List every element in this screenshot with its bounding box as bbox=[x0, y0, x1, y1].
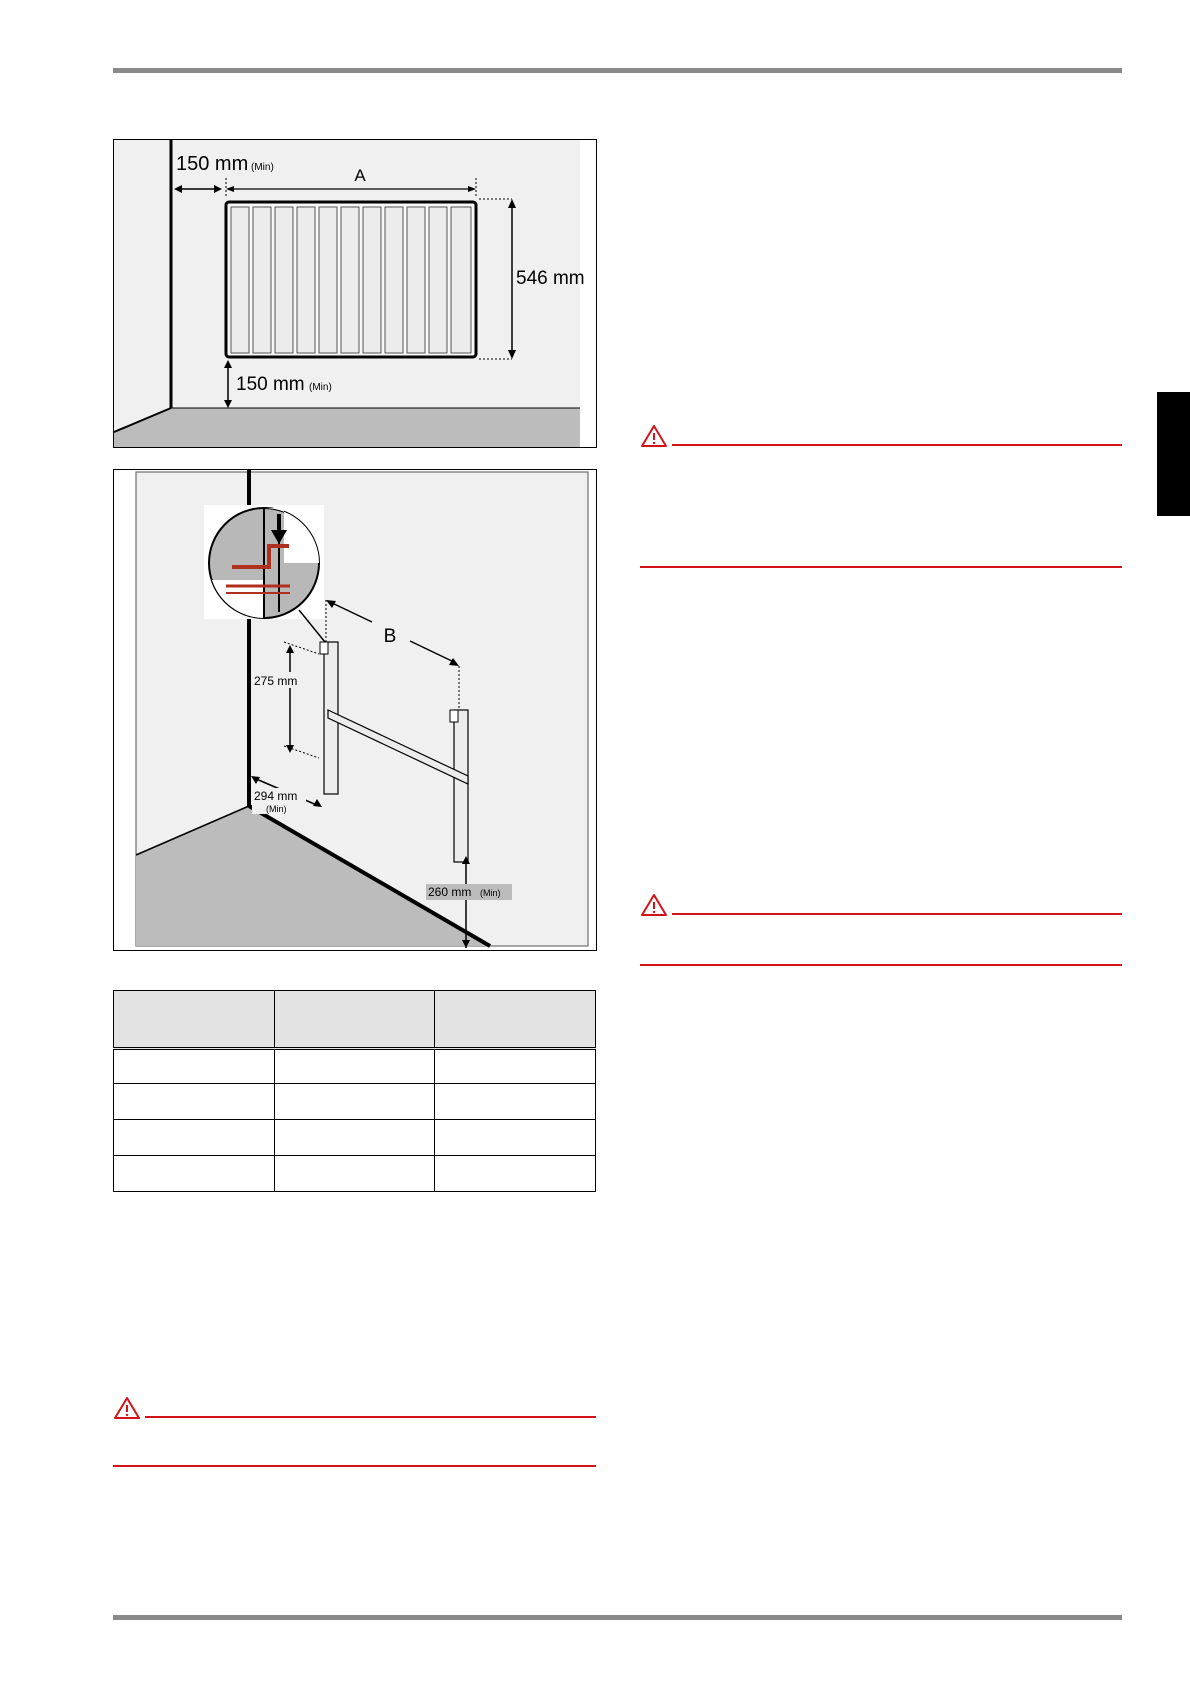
warning-block bbox=[113, 1396, 596, 1470]
table-header-cell bbox=[114, 991, 275, 1049]
height-label: 546 mm bbox=[516, 268, 585, 289]
table-cell bbox=[435, 1049, 596, 1084]
footer-rule bbox=[113, 1615, 1122, 1620]
warning-block bbox=[640, 424, 1122, 569]
table-cell bbox=[114, 1049, 275, 1084]
warning-top-rule bbox=[672, 444, 1122, 446]
bracket-diagram bbox=[114, 470, 596, 950]
warning-triangle-icon bbox=[113, 1396, 141, 1420]
floor-height-label: 260 mm bbox=[428, 885, 472, 899]
clearance-diagram bbox=[114, 140, 596, 447]
table-row bbox=[114, 1120, 596, 1156]
wall-offset-min: (Min) bbox=[266, 804, 287, 814]
table-cell bbox=[274, 1120, 435, 1156]
table-cell bbox=[114, 1156, 275, 1192]
table-row bbox=[114, 1156, 596, 1192]
table-cell bbox=[114, 1120, 275, 1156]
side-clearance-label: 150 mm bbox=[176, 153, 249, 175]
warning-bottom-rule bbox=[113, 1465, 596, 1467]
floor-clearance-min: (Min) bbox=[309, 382, 332, 393]
section-tab-marker bbox=[1157, 392, 1190, 516]
dimensions-table bbox=[113, 990, 596, 1192]
table-header-cell bbox=[274, 991, 435, 1049]
clearance-figure bbox=[113, 139, 597, 448]
table-cell bbox=[435, 1156, 596, 1192]
table-cell bbox=[274, 1156, 435, 1192]
warning-top-rule bbox=[145, 1416, 596, 1418]
wall-offset-label: 294 mm bbox=[254, 789, 298, 803]
bracket-figure bbox=[113, 469, 597, 951]
width-a-label: A bbox=[354, 166, 366, 185]
side-clearance-min: (Min) bbox=[251, 162, 274, 173]
table-header-cell bbox=[435, 991, 596, 1049]
table-cell bbox=[435, 1120, 596, 1156]
table-cell bbox=[274, 1084, 435, 1120]
table-cell bbox=[114, 1084, 275, 1120]
table-cell bbox=[435, 1084, 596, 1120]
table-cell bbox=[274, 1049, 435, 1084]
warning-bottom-rule bbox=[640, 964, 1122, 966]
spacing-b-label: B bbox=[383, 626, 397, 647]
table-header-row bbox=[114, 991, 596, 1049]
table-row bbox=[114, 1049, 596, 1084]
floor-height-min: (Min) bbox=[480, 888, 501, 898]
header-rule bbox=[113, 68, 1122, 73]
warning-triangle-icon bbox=[640, 424, 668, 448]
warning-top-rule bbox=[672, 913, 1122, 915]
warning-block bbox=[640, 893, 1122, 969]
floor-clearance-label: 150 mm bbox=[236, 374, 305, 395]
warning-triangle-icon bbox=[640, 893, 668, 917]
warning-bottom-rule bbox=[640, 566, 1122, 568]
table-row bbox=[114, 1084, 596, 1120]
bracket-height-label: 275 mm bbox=[254, 674, 298, 688]
